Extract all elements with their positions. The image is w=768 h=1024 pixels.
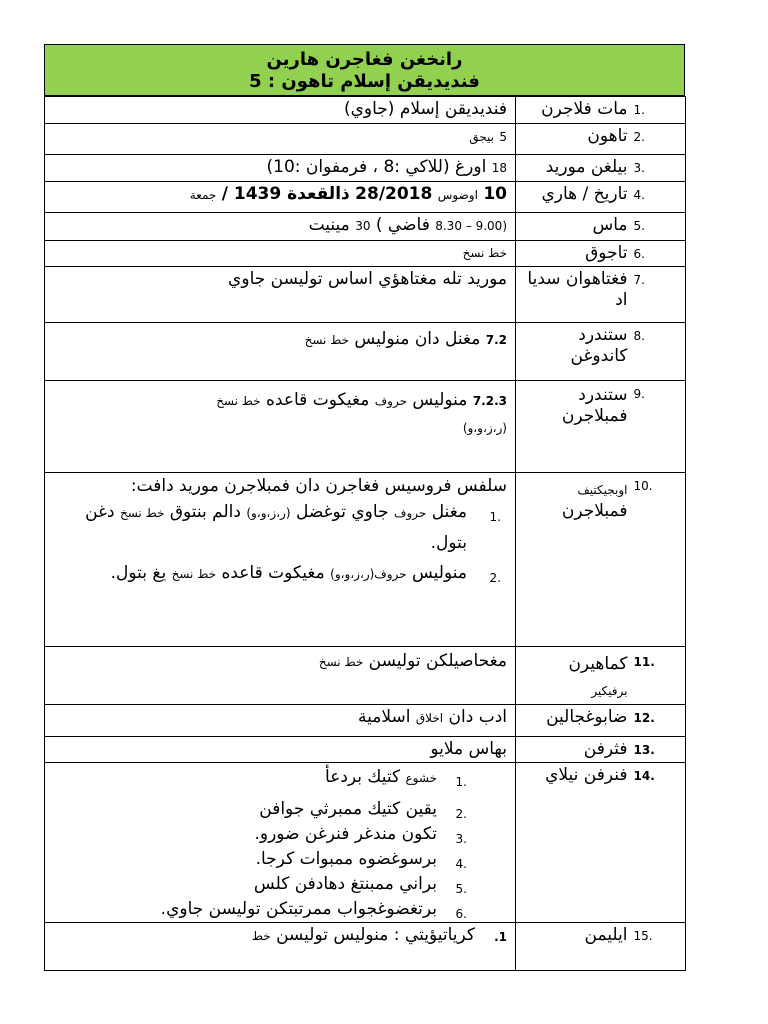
row-number: 4. <box>633 188 645 202</box>
table-row <box>45 737 686 763</box>
table-row <box>45 97 686 124</box>
learning-standard-label: ستندرد فمبلاجرن <box>561 385 628 426</box>
date-label: تاريخ / هاري <box>541 184 628 204</box>
date-value: 10 اوضوس 28/2018 ذالقعدة 1439 / جمعة <box>189 184 507 204</box>
students-value: 18 اورغ (للاكي :8 ، فرمفوان :10) <box>266 157 507 177</box>
subject-label: مات فلاجرن <box>541 99 628 119</box>
values-list <box>51 765 507 922</box>
table-row <box>45 267 686 323</box>
table-row <box>45 647 686 705</box>
topic-value: خط نسخ <box>462 246 507 260</box>
table-row <box>45 923 686 971</box>
crosscurricular-label: ضابوغجالين <box>546 707 628 727</box>
values-list-wrap <box>45 763 515 922</box>
thinking-skills-label: كماهيرن برفيكير <box>568 654 628 698</box>
title-banner <box>44 44 685 96</box>
list-item: 6. برتغضوغجواب ممرتبتكن توليسن جاوي. <box>160 899 467 921</box>
year-label: تاهون <box>587 126 628 146</box>
values-label: فنرفن نيلاي <box>545 765 628 785</box>
students-label: بيلغن موريد <box>545 157 628 177</box>
table-row <box>45 473 686 647</box>
row-number: 2. <box>633 130 645 144</box>
row-number: 7. <box>633 273 645 287</box>
table-row <box>45 323 686 381</box>
content-standard-value: 7.2 مغنل دان منوليس خط نسخ <box>304 329 507 349</box>
table-row <box>45 124 686 155</box>
thinking-skills-value: مغحاصيلكن توليسن خط نسخ <box>318 651 507 671</box>
objectives-label: اوبجيكتيف فمبلاجرن <box>561 483 628 521</box>
row-number: 5. <box>633 219 645 233</box>
row-number: 14. <box>633 769 655 783</box>
table-row <box>45 182 686 213</box>
table-row <box>45 213 686 241</box>
row-number: 11. <box>633 655 655 669</box>
title-line-1: رانخغن فغاجرن هارين <box>266 49 463 70</box>
table-row <box>45 705 686 737</box>
time-value: (9.00 – 8.30 فاضي ) 30 مينيت <box>308 215 507 235</box>
row-number: 8. <box>633 329 645 343</box>
row-number: 3. <box>633 161 645 175</box>
title-line-2: فنديديقن إسلام تاهون : 5 <box>249 71 480 92</box>
table-row <box>45 241 686 267</box>
medium-value: بهاس ملايو <box>430 739 507 759</box>
content-standard-label: ستندرد كاندوغن <box>570 325 628 366</box>
list-item: 2. منوليس حروف(ر،ز،و،و) مغيكوت قاعده خط نسخ يغ بتول. <box>110 563 501 585</box>
lesson-plan-document <box>44 44 685 971</box>
prior-knowledge-label: فغتاهوان سديا اد <box>527 269 628 310</box>
subject-value: فنديديقن إسلام (جاوي) <box>343 99 507 119</box>
row-number: 10. <box>633 479 653 493</box>
list-item: 5. براني ممبنتغ دهادفن كلس <box>253 874 467 896</box>
list-item: 1. خشوع كتيك بردعأ <box>325 767 467 789</box>
lesson-plan-table <box>44 96 686 971</box>
row-number: 9. <box>633 387 645 401</box>
row-number: 12. <box>633 711 655 725</box>
crosscurricular-value: ادب دان اخلاق اسلامية <box>358 707 507 727</box>
element-label: ايليمن <box>584 925 628 945</box>
objectives-intro: سلفس فروسيس فغاجرن دان فمبلاجرن موريد دافت: <box>130 476 507 496</box>
row-number: 1. <box>633 103 645 117</box>
topic-label: تاجوق <box>585 243 628 263</box>
medium-label: فثرفن <box>583 739 628 759</box>
row-number: 13. <box>633 743 655 757</box>
row-number: 6. <box>633 247 645 261</box>
year-value: 5 بيجق <box>469 130 507 144</box>
element-value: 1. كرياتيؤيتي : منوليس توليسن خط <box>251 925 507 945</box>
prior-knowledge-value: موريد تله مغتاهؤي اساس توليسن جاوي <box>228 269 507 289</box>
list-item: 2. يقين كتيك ممبرثي جوافن <box>259 799 467 821</box>
table-row <box>45 155 686 182</box>
list-item: 3. تكون مندغر فنرغن ضورو. <box>254 824 467 846</box>
table-row <box>45 381 686 473</box>
list-item: 4. برسوغضوه ممبوات كرجا. <box>255 849 467 871</box>
learning-standard-value: 7.2.3 منوليس حروف مغيكوت قاعده خط نسخ (ر،ز،و،و) <box>216 390 507 435</box>
time-label: ماس <box>592 215 628 235</box>
row-number: 15. <box>633 929 653 943</box>
objectives-list <box>51 497 507 589</box>
table-row <box>45 763 686 923</box>
list-item: 1. مغنل حروف جاوي توغضل (ر،ز،و،و) دالم بنتوق خط نسخ دغن بتول. <box>85 502 501 553</box>
objectives-value <box>45 473 515 589</box>
